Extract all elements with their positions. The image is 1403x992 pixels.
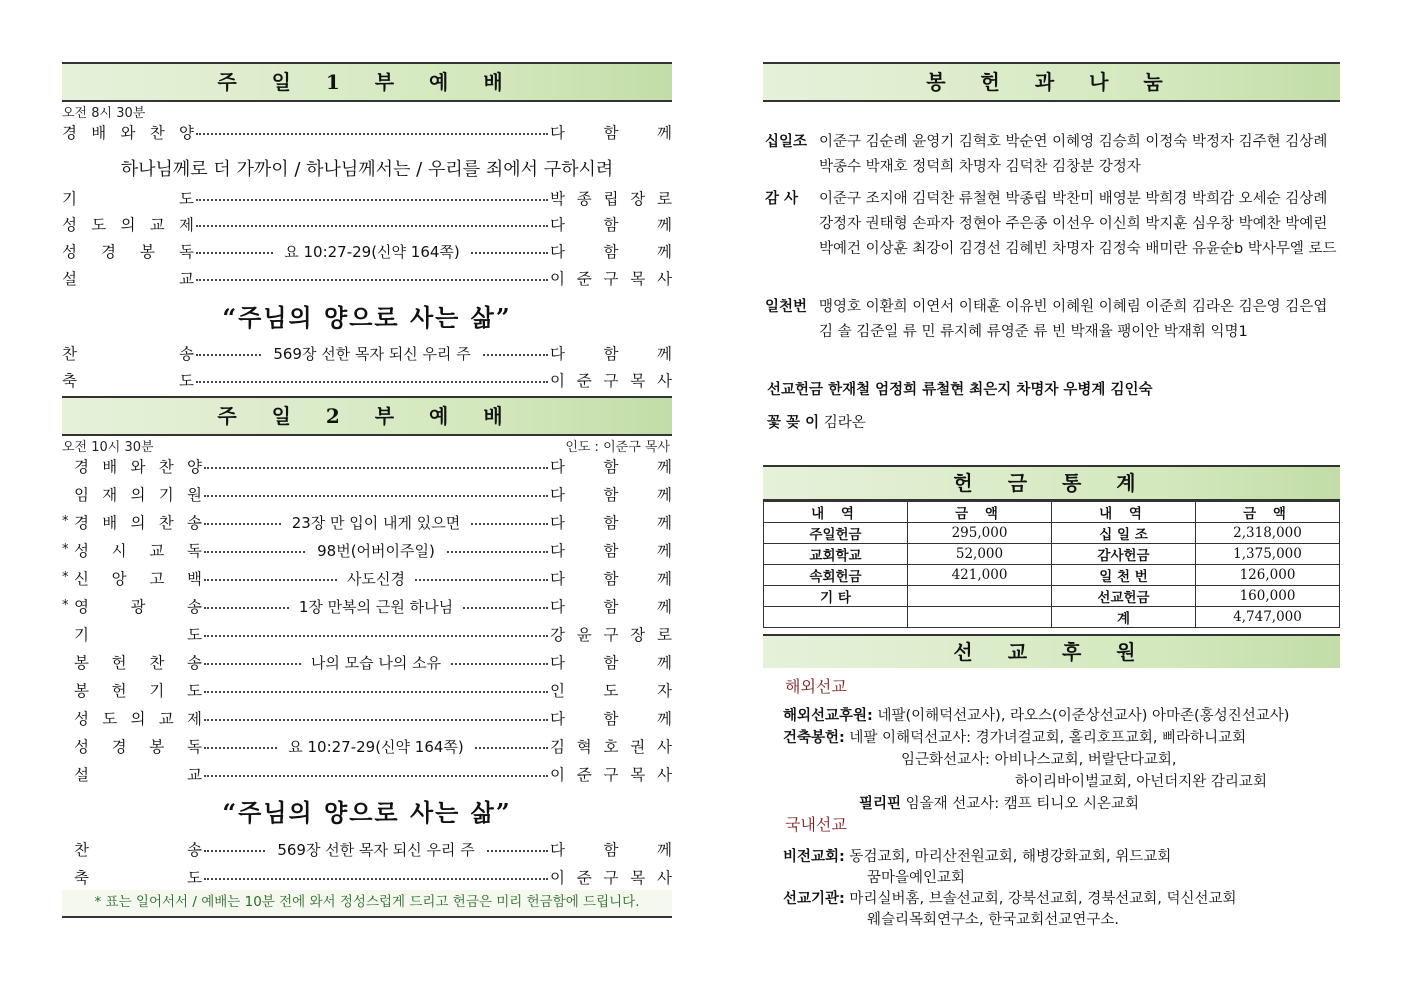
order-label: 성 경 봉 독	[62, 243, 194, 261]
order-label: 기 도	[62, 190, 194, 208]
dotted-leader	[194, 211, 550, 237]
order-label: 성 도 의 교 제	[62, 216, 194, 234]
dotted-leader	[194, 185, 550, 211]
dotted-leader	[202, 864, 550, 890]
order-label: 임 재 의 기 원	[74, 486, 202, 504]
mission-line	[783, 726, 1246, 747]
stats-header: 내 역	[764, 502, 908, 523]
offering-key: 일천번	[765, 299, 808, 315]
offering-names: 이준구 조지애 김덕찬 류철현 박종립 박찬미 배영분 박희경 박희감 오세순 김상례 강정자 권태형 손파자 정현아 주은종 이선우 이신희 박지훈 심우창 박예찬 박예린 박예건 이상훈 최강이 김경선 김혜빈 차명자 김정숙 배미란 유윤순b 박사무엘 로드	[819, 191, 1337, 257]
dotted-leader	[202, 593, 550, 619]
order-label: 설 교	[62, 270, 194, 288]
flower-key: 꽃 꽂 이	[767, 415, 820, 431]
stats-cell: 295,000	[908, 523, 1052, 544]
order-label: 성 도 의 교 제	[74, 710, 202, 728]
offering-item	[763, 187, 1340, 262]
order-label: 경 배 의 찬 송	[74, 514, 202, 532]
mission-label: 선교기관:	[783, 891, 845, 907]
offering-item	[763, 295, 1340, 345]
order-label: 봉 헌 기 도	[74, 682, 202, 700]
order-row	[62, 340, 672, 366]
order-label: 축 도	[74, 869, 202, 887]
dotted-leader	[202, 621, 550, 647]
mission-text: 임근화선교사: 아비나스교회, 버랄단다교회,	[901, 752, 1177, 768]
order-person: 다 함 께	[550, 243, 672, 261]
stats-cell: 교회학교	[764, 544, 908, 565]
order-detail: 사도신경	[337, 568, 415, 589]
stats-cell: 2,318,000	[1196, 523, 1340, 544]
order-person: 다 함 께	[550, 710, 672, 728]
offering-stats-table	[763, 501, 1340, 628]
order-row	[62, 238, 672, 264]
order-person: 이 준 구 목 사	[550, 869, 672, 887]
required-standing-mark: *	[62, 514, 69, 529]
mission-line	[867, 908, 1119, 929]
stats-cell: 감사헌금	[1052, 544, 1196, 565]
order-row	[62, 836, 672, 862]
order-person: 박 종 립 장 로	[550, 190, 672, 208]
dotted-leader	[194, 367, 550, 393]
dotted-leader	[194, 119, 550, 145]
stats-cell: 160,000	[1196, 586, 1340, 607]
order-label: 영 광 송	[74, 598, 202, 616]
mission-text: 임올재 선교사: 캠프 티니오 시온교회	[901, 796, 1140, 812]
order-person: 다 함 께	[550, 654, 672, 672]
overseas-head: 해외선교	[785, 677, 847, 696]
order-label: 봉 헌 찬 송	[74, 654, 202, 672]
order-person: 다 함 께	[550, 542, 672, 560]
stats-cell: 속회헌금	[764, 565, 908, 586]
order-detail: 569장 선한 목자 되신 우리 주	[263, 343, 480, 364]
dotted-leader	[202, 733, 550, 759]
order-label: 찬 송	[74, 841, 202, 859]
order-label: 경 배 와 찬 양	[74, 458, 202, 476]
mission-offering-text: 선교헌금 한재철 엄정희 류철현 최은지 차명자 우병계 김인숙	[767, 382, 1153, 398]
stats-header: 금 액	[908, 502, 1052, 523]
offering-names: 이준구 김순례 윤영기 김혁호 박순연 이혜영 김승희 이정숙 박정자 김주현 김상례 박종수 박재호 정덕희 차명자 김덕찬 김창분 강정자	[819, 134, 1328, 175]
dotted-leader	[202, 761, 550, 787]
dotted-leader	[202, 705, 550, 731]
required-standing-mark: *	[62, 570, 69, 585]
flower-name: 김라온	[823, 415, 866, 431]
order-label: 기 도	[74, 626, 202, 644]
order-person: 다 함 께	[550, 486, 672, 504]
order-row	[62, 481, 672, 507]
order-row	[62, 621, 672, 647]
order-row	[62, 509, 672, 535]
order-row	[62, 367, 672, 393]
dotted-leader	[202, 677, 550, 703]
stats-cell: 421,000	[908, 565, 1052, 586]
order-row	[62, 265, 672, 291]
stats-cell: 1,375,000	[1196, 544, 1340, 565]
mission-offering-line	[763, 378, 1340, 403]
order-person: 이 준 구 목 사	[550, 766, 672, 784]
mission-label: 비전교회:	[783, 849, 845, 865]
dotted-leader	[194, 340, 550, 366]
order-row	[62, 677, 672, 703]
order-person: 다 함 께	[550, 570, 672, 588]
order-person: 이 준 구 목 사	[550, 372, 672, 390]
service1-title: 주 일 1 부 예 배	[62, 62, 672, 102]
order-detail: 요 10:27-29(신약 164쪽)	[278, 736, 474, 757]
order-detail: 98번(어버이주일)	[307, 540, 445, 561]
order-detail: 요 10:27-29(신약 164쪽)	[274, 241, 470, 262]
service2-leader: 인도 : 이준구 목사	[565, 440, 670, 455]
order-person: 다 함 께	[550, 458, 672, 476]
mission-label: 건축봉헌:	[783, 730, 845, 746]
mission-line	[859, 792, 1139, 813]
stats-row	[764, 586, 1340, 607]
order-person: 다 함 께	[550, 841, 672, 859]
dotted-leader	[202, 453, 550, 479]
stats-cell: 126,000	[1196, 565, 1340, 586]
mission-line	[783, 704, 1289, 725]
stats-cell: 주일헌금	[764, 523, 908, 544]
stats-row	[764, 565, 1340, 586]
order-label: 축 도	[62, 372, 194, 390]
service1-sermon-title: “주님의 양으로 사는 삶”	[222, 303, 512, 332]
domestic-head: 국내선교	[785, 815, 847, 834]
mission-line	[901, 748, 1176, 769]
flower-line	[763, 411, 1340, 436]
mission-line	[1015, 770, 1267, 791]
stats-cell	[908, 607, 1052, 628]
required-standing-mark: *	[62, 542, 69, 557]
mission-text: 웨슬리목회연구소, 한국교회선교연구소.	[867, 912, 1119, 928]
order-label: 경 배 와 찬 양	[62, 124, 194, 142]
mission-text: 동검교회, 마리산전원교회, 해병강화교회, 위드교회	[844, 849, 1172, 865]
dotted-leader	[202, 836, 550, 862]
stats-cell: 계	[1052, 607, 1196, 628]
stats-cell: 52,000	[908, 544, 1052, 565]
order-row	[62, 453, 672, 479]
stats-row	[764, 607, 1340, 628]
order-detail: 569장 선한 목자 되신 우리 주	[267, 839, 484, 860]
stats-header: 금 액	[1196, 502, 1340, 523]
stats-cell: 일 천 번	[1052, 565, 1196, 586]
stats-header: 내 역	[1052, 502, 1196, 523]
order-label: 성 경 봉 독	[74, 738, 202, 756]
order-row	[62, 185, 672, 211]
order-row	[62, 593, 672, 619]
dotted-leader	[194, 265, 550, 291]
order-row	[62, 565, 672, 591]
dotted-leader	[202, 565, 550, 591]
stats-cell	[764, 607, 908, 628]
order-row	[62, 537, 672, 563]
order-person: 다 함 께	[550, 514, 672, 532]
order-row	[62, 119, 672, 145]
order-row	[62, 705, 672, 731]
dotted-leader	[202, 649, 550, 675]
mission-line	[867, 866, 965, 887]
order-person: 김 혁 호 권 사	[550, 738, 672, 756]
order-row	[62, 649, 672, 675]
service2-title: 주 일 2 부 예 배	[62, 396, 672, 436]
order-label: 신 앙 고 백	[74, 570, 202, 588]
order-detail: 23장 만 입이 내게 있으면	[282, 512, 471, 533]
stats-title: 헌 금 통 계	[763, 465, 1340, 501]
dotted-leader	[202, 509, 550, 535]
required-standing-mark: *	[62, 598, 69, 613]
order-person: 다 함 께	[550, 124, 672, 142]
mission-title: 선 교 후 원	[763, 634, 1340, 668]
order-person: 이 준 구 목 사	[550, 270, 672, 288]
order-person: 다 함 께	[550, 216, 672, 234]
service2-sermon-title: “주님의 양으로 사는 삶”	[222, 798, 512, 827]
order-person: 인 도 자	[550, 682, 672, 700]
offering-title: 봉 헌 과 나 눔	[763, 62, 1340, 102]
offering-key: 감 사	[765, 191, 799, 207]
order-label: 성 시 교 독	[74, 542, 202, 560]
order-row	[62, 733, 672, 759]
offering-names: 맹영호 이환희 이연서 이태훈 이유빈 이혜원 이혜림 이준희 김라온 김은영 김은엽 김 솔 김준일 류 민 류지혜 류영준 류 빈 박재율 팽이안 박재휘 익명1	[819, 299, 1328, 340]
service-note: * 표는 일어서서 / 예배는 10분 전에 와서 정성스럽게 드리고 헌금은 미리 헌금함에 드립니다.	[62, 890, 672, 918]
service2-time: 오전 10시 30분	[62, 440, 154, 455]
mission-label: 필리핀	[859, 796, 902, 812]
offering-key: 십일조	[765, 134, 808, 150]
stats-cell	[908, 586, 1052, 607]
dotted-leader	[202, 537, 550, 563]
mission-line	[783, 845, 1171, 866]
order-person: 다 함 께	[550, 345, 672, 363]
dotted-leader	[194, 238, 550, 264]
stats-cell: 십 일 조	[1052, 523, 1196, 544]
mission-text: 하이리바이벌교회, 아넌더지완 감리교회	[1015, 774, 1267, 790]
order-label: 찬 송	[62, 345, 194, 363]
order-detail: 1장 만복의 근원 하나님	[289, 596, 463, 617]
service1-lead-text: 하나님께로 더 가까이 / 하나님께서는 / 우리를 죄에서 구하시려	[120, 159, 614, 180]
mission-text: 마리실버홈, 브솔선교회, 강북선교회, 경북선교회, 덕신선교회	[844, 891, 1237, 907]
mission-line	[783, 887, 1236, 908]
order-label: 설 교	[74, 766, 202, 784]
stats-row	[764, 523, 1340, 544]
stats-cell: 선교헌금	[1052, 586, 1196, 607]
order-row	[62, 211, 672, 237]
stats-cell: 기 타	[764, 586, 908, 607]
stats-row	[764, 544, 1340, 565]
service1-time: 오전 8시 30분	[62, 106, 146, 121]
mission-label: 해외선교후원:	[783, 708, 873, 724]
mission-text: 네팔 이해덕선교사: 경가녀걸교회, 홀리호프교회, 삐라하니교회	[844, 730, 1247, 746]
mission-text: 네팔(이해덕선교사), 라오스(이준상선교사) 아마존(홍성진선교사)	[872, 708, 1290, 724]
order-person: 다 함 께	[550, 598, 672, 616]
dotted-leader	[202, 481, 550, 507]
order-person: 강 윤 구 장 로	[550, 626, 672, 644]
order-row	[62, 864, 672, 890]
order-row	[62, 761, 672, 787]
order-detail: 나의 모습 나의 소유	[301, 652, 451, 673]
mission-text: 꿈마을예인교회	[867, 870, 966, 886]
offering-item	[763, 130, 1340, 180]
stats-cell: 4,747,000	[1196, 607, 1340, 628]
